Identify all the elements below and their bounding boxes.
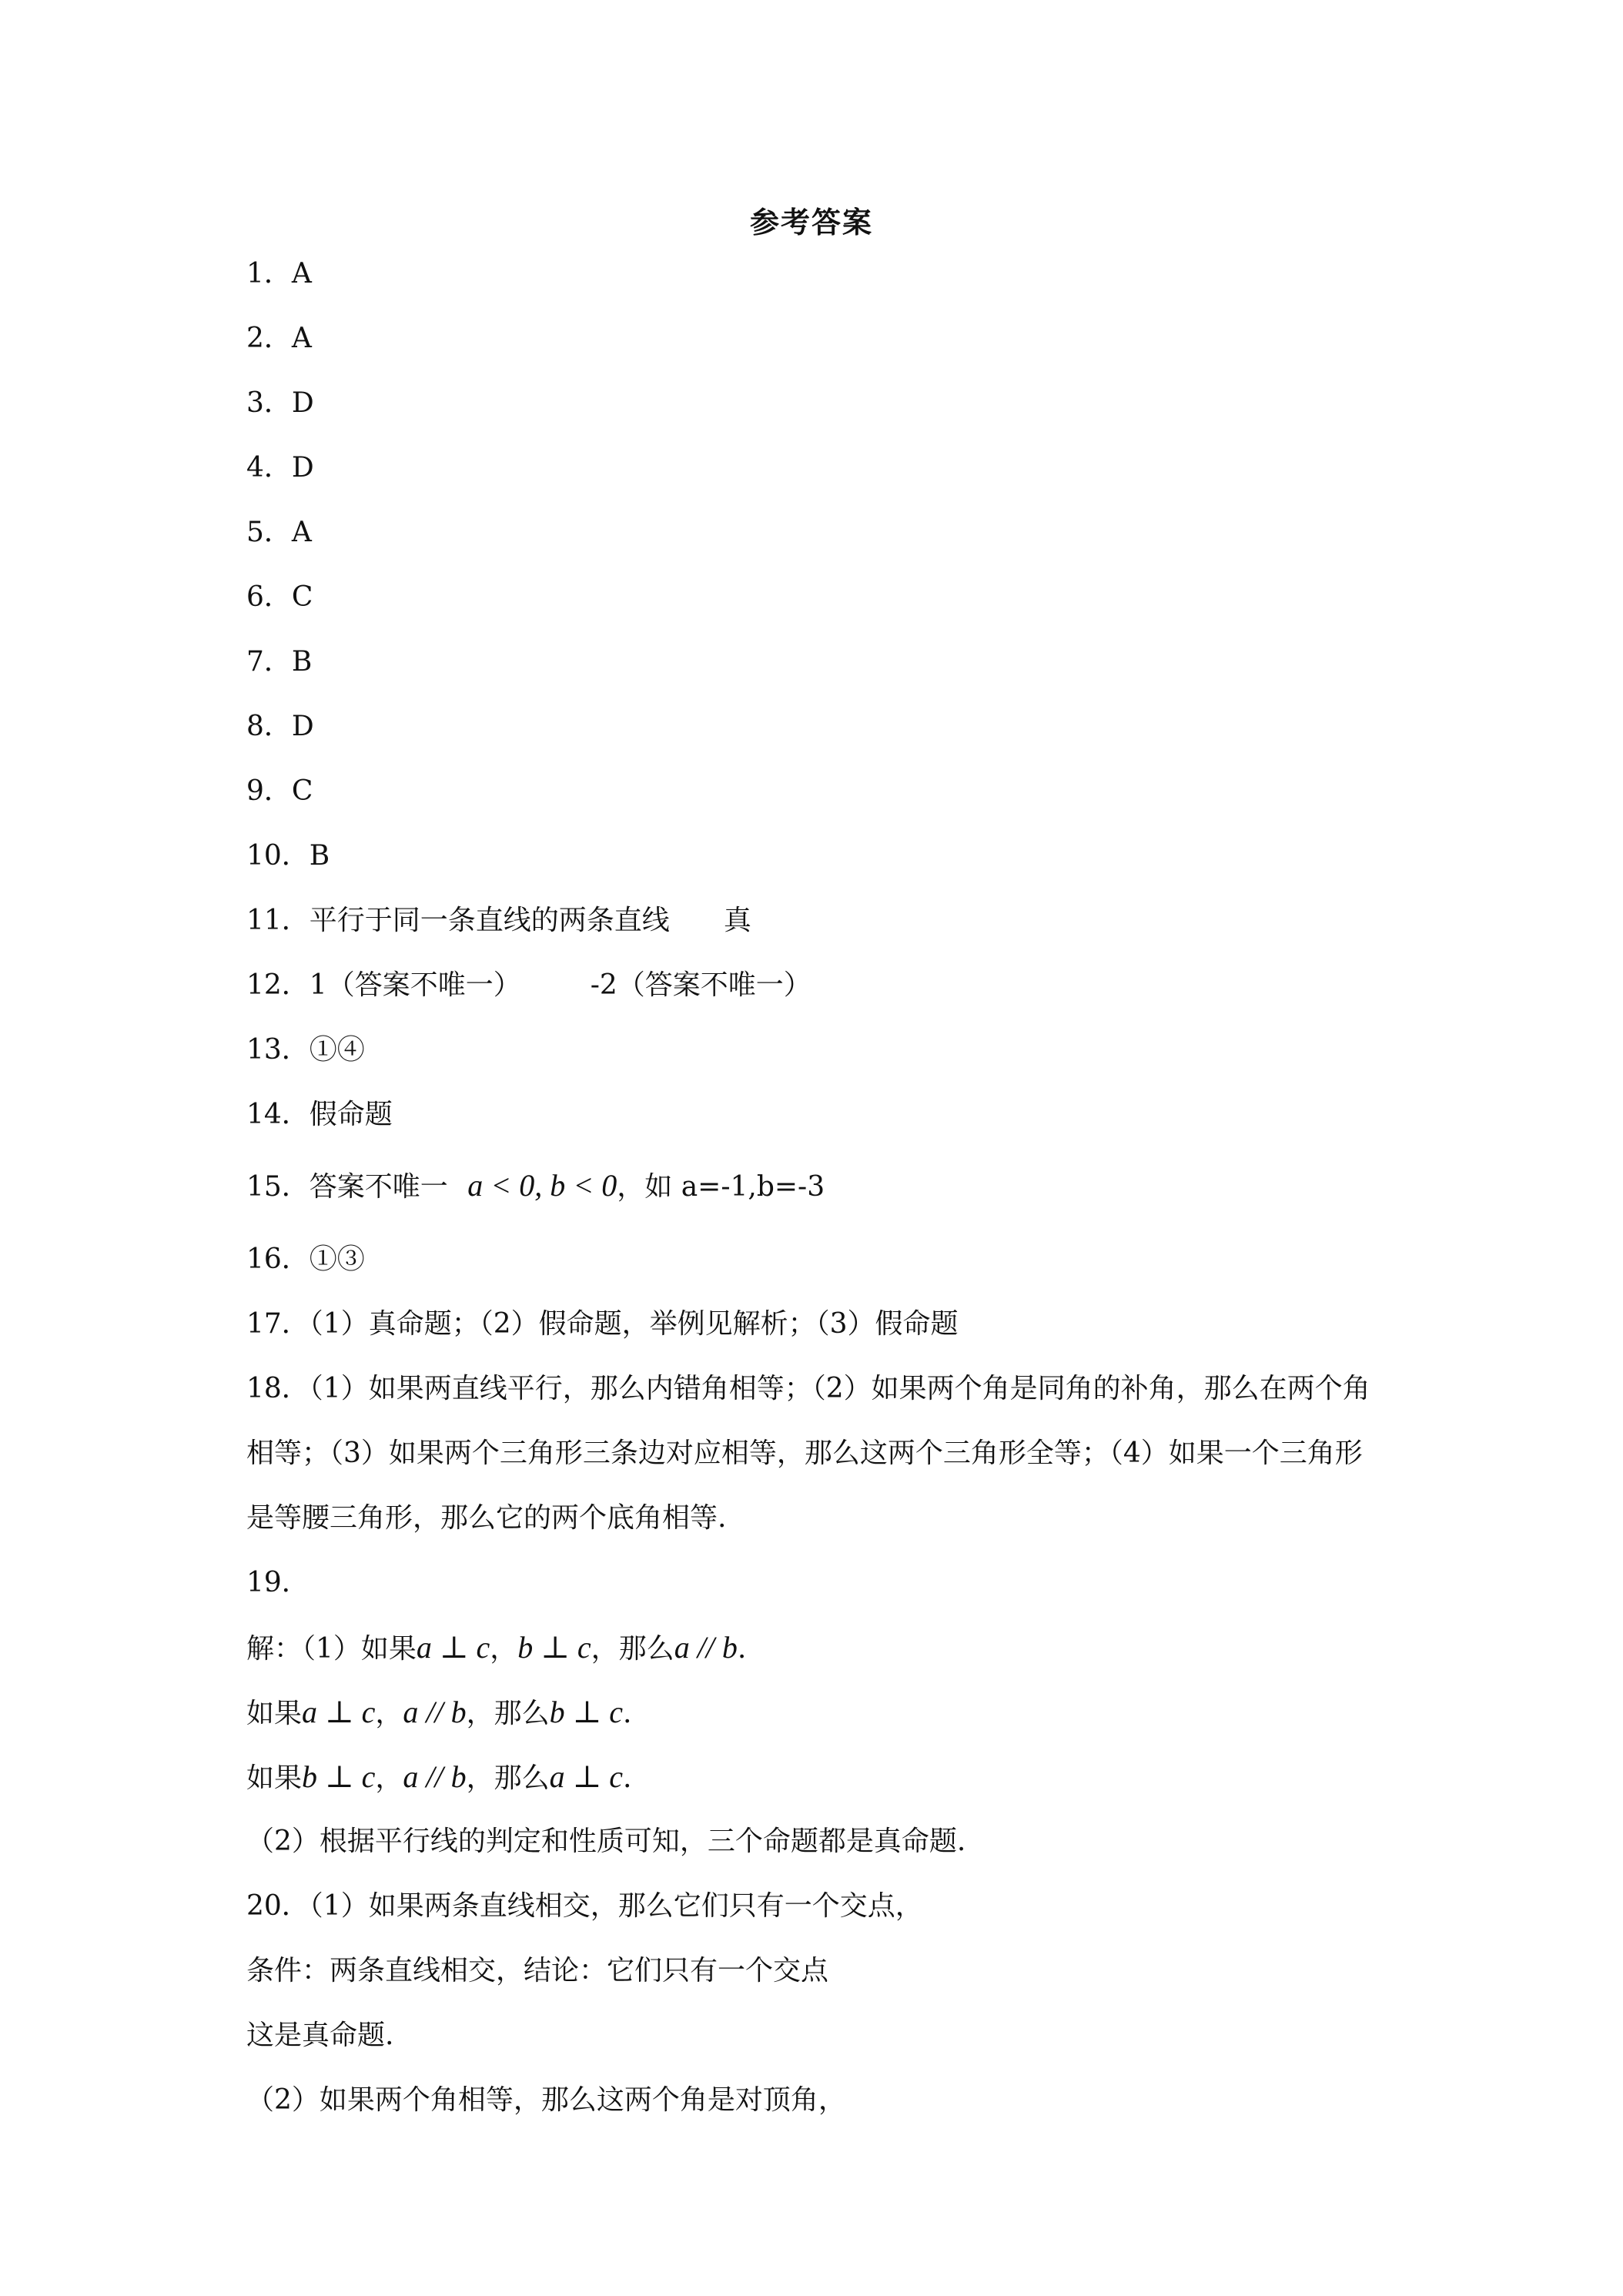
answer-15-suffix: ，如 a=-1,b=-3 xyxy=(617,1171,825,1203)
answer-15 xyxy=(246,1167,1386,1206)
answer-19-line-1 xyxy=(246,1629,1386,1668)
answer-3: 3．D xyxy=(246,387,314,419)
answer-19-line-3 xyxy=(246,1759,1386,1797)
math-expression: a // b xyxy=(674,1630,738,1665)
answer-8: 8．D xyxy=(246,711,314,742)
math-expression: a // b xyxy=(403,1759,467,1794)
page-title: 参考答案 xyxy=(749,205,873,239)
answer-9: 9．C xyxy=(246,775,313,807)
answer-19-line-4: （2）根据平行线的判定和性质可知，三个命题都是真命题. xyxy=(246,1826,966,1857)
text-segment: 解：（1）如果 xyxy=(246,1633,417,1665)
answer-10: 10．B xyxy=(246,840,330,872)
answer-16: 16．①③ xyxy=(246,1243,365,1275)
answer-20-line-3: 这是真命题. xyxy=(246,2020,394,2051)
answer-15-math: a < 0, b < 0 xyxy=(467,1168,617,1203)
math-expression: a // b xyxy=(403,1695,467,1729)
math-expression: a ⊥ c xyxy=(416,1630,490,1665)
answer-12-part2: -2（答案不唯一） xyxy=(590,969,812,1001)
text-segment: ， xyxy=(490,1633,518,1665)
text-segment: ， xyxy=(375,1762,403,1794)
text-segment: . xyxy=(623,1698,632,1729)
answer-20-line-4: （2）如果两个角相等，那么这两个角是对顶角， xyxy=(246,2084,846,2116)
answer-1: 1．A xyxy=(246,258,312,290)
answer-4: 4．D xyxy=(246,452,314,484)
text-segment: ，那么 xyxy=(591,1633,674,1665)
answer-17: 17．（1）真命题；（2）假命题，举例见解析；（3）假命题 xyxy=(246,1308,959,1340)
text-segment: 如果 xyxy=(246,1698,303,1729)
text-segment: ，那么 xyxy=(466,1698,550,1729)
answer-5: 5．A xyxy=(246,517,312,548)
answer-14: 14．假命题 xyxy=(246,1099,393,1130)
text-segment: ，那么 xyxy=(466,1762,550,1794)
math-expression: b ⊥ c xyxy=(517,1630,591,1665)
text-segment: 如果 xyxy=(246,1762,303,1794)
answer-2: 2．A xyxy=(246,323,312,354)
answer-19-number: 19． xyxy=(246,1567,310,1598)
text-segment: . xyxy=(623,1762,632,1794)
math-expression: a ⊥ c xyxy=(549,1759,624,1794)
answer-7: 7．B xyxy=(246,646,313,678)
answer-11-value: 真 xyxy=(723,905,751,936)
answer-18-line-2: 相等；（3）如果两个三角形三条边对应相等，那么这两个三角形全等；（4）如果一个三角形 xyxy=(246,1438,1363,1469)
math-expression: b ⊥ c xyxy=(302,1759,376,1794)
answer-18-line-1: 18．（1）如果两直线平行，那么内错角相等；（2）如果两个角是同角的补角，那么在两个角 xyxy=(246,1373,1370,1404)
math-expression: a ⊥ c xyxy=(302,1695,376,1729)
answer-12 xyxy=(246,967,1386,1004)
answer-15-text: 15．答案不唯一 xyxy=(246,1171,448,1203)
answer-6: 6．C xyxy=(246,581,313,613)
answer-11-text: 11．平行于同一条直线的两条直线 xyxy=(246,905,670,936)
answer-19-line-2 xyxy=(246,1694,1386,1732)
answer-11 xyxy=(246,902,1386,939)
answer-20-line-2: 条件：两条直线相交，结论：它们只有一个交点 xyxy=(246,1955,829,1986)
math-expression: b ⊥ c xyxy=(549,1695,624,1729)
answer-18-line-3: 是等腰三角形，那么它的两个底角相等. xyxy=(246,1502,727,1534)
text-segment: ， xyxy=(375,1698,403,1729)
answer-20-line-1: 20．（1）如果两条直线相交，那么它们只有一个交点， xyxy=(246,1890,923,1922)
answer-13: 13．①④ xyxy=(246,1034,365,1066)
text-segment: . xyxy=(737,1633,747,1665)
answer-12-part1: 12．1（答案不唯一） xyxy=(246,969,521,1001)
